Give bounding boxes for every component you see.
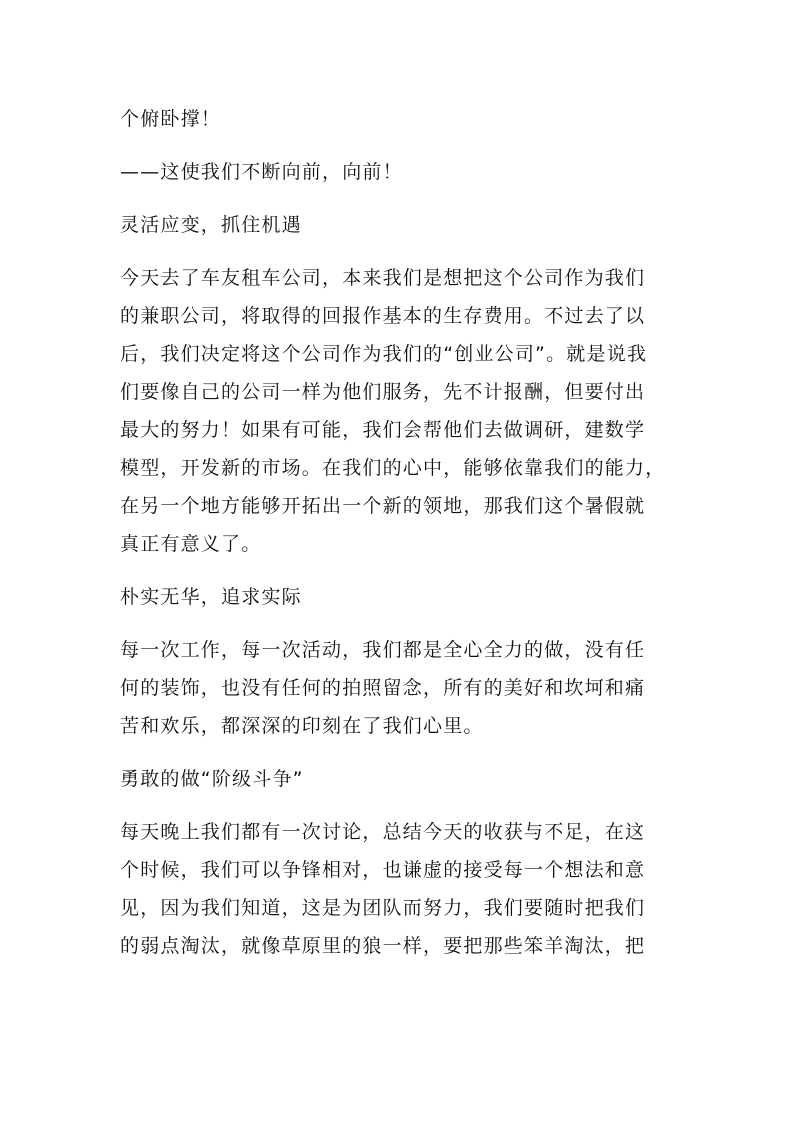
paragraph-line: 今天去了车友租车公司，本来我们是想把这个公司作为我们: [120, 267, 646, 289]
paragraph-line: 个时候，我们可以争锋相对，也谦虚的接受每一个想法和意: [120, 859, 646, 881]
section-heading: 灵活应变，抓住机遇: [120, 214, 302, 236]
section-heading: 朴实无华，追求实际: [120, 586, 302, 608]
paragraph-line: 每一次工作，每一次活动，我们都是全心全力的做，没有任: [120, 639, 646, 661]
paragraph-line: 何的装饰，也没有任何的拍照留念，所有的美好和坎坷和痛: [120, 677, 646, 699]
paragraph-line: 每天晚上我们都有一次讨论，总结今天的收获与不足，在这: [120, 821, 646, 843]
section-heading: 勇敢的做“阶级斗争”: [120, 768, 304, 790]
paragraph-line: 后，我们决定将这个公司作为我们的“创业公司”。就是说我: [120, 343, 648, 365]
paragraph-line: 的兼职公司，将取得的回报作基本的生存费用。不过去了以: [120, 305, 646, 327]
paragraph-line: 们要像自己的公司一样为他们服务，先不计报酬，但要付出: [120, 381, 646, 403]
paragraph-line: 在另一个地方能够开拓出一个新的领地，那我们这个暑假就: [120, 495, 646, 517]
paragraph-line: 个俯卧撑！: [120, 108, 222, 130]
document-body: [120, 100, 672, 965]
paragraph-line: 最大的努力！如果有可能，我们会帮他们去做调研，建数学: [120, 419, 646, 441]
paragraph-line: ——这使我们不断向前，向前！: [120, 161, 403, 183]
paragraph-line: 的弱点淘汰，就像草原里的狼一样，要把那些笨羊淘汰，把: [120, 935, 646, 957]
paragraph-line: 真正有意义了。: [120, 533, 262, 555]
paragraph-line: 苦和欢乐，都深深的印刻在了我们心里。: [120, 715, 484, 737]
paragraph-line: 见，因为我们知道，这是为团队而努力，我们要随时把我们: [120, 897, 646, 919]
paragraph-line: 模型，开发新的市场。在我们的心中，能够依靠我们的能力，: [120, 457, 666, 479]
